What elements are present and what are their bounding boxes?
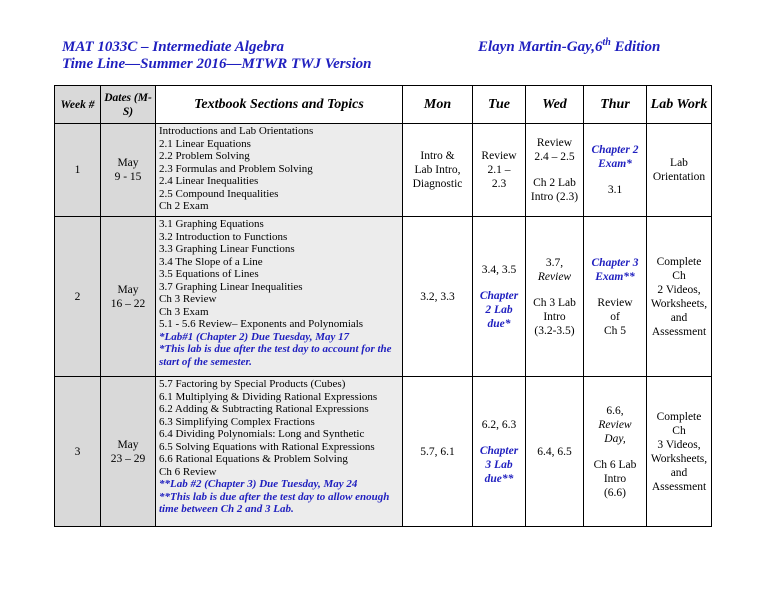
week-number: 1 xyxy=(55,124,101,217)
week-dates: May 16 – 22 xyxy=(101,217,156,377)
lab-due-label: Chapter xyxy=(479,444,519,457)
col-mon: Mon xyxy=(403,86,473,124)
thur-cell: Chapter 2 Exam* 3.1 xyxy=(584,124,647,217)
week-number: 3 xyxy=(55,377,101,527)
col-thur: Thur xyxy=(584,86,647,124)
exam-label: Chapter 2 xyxy=(591,144,639,156)
col-lab: Lab Work xyxy=(647,86,712,124)
course-title: MAT 1033C – Intermediate Algebra xyxy=(62,39,284,55)
thur-cell: 6.6, Review Day, Ch 6 Lab Intro (6.6) xyxy=(584,377,647,527)
col-week: Week # xyxy=(55,86,101,124)
col-dates: Dates (M-S) xyxy=(101,86,156,124)
thur-cell: Chapter 3 Exam** Review of Ch 5 xyxy=(584,217,647,377)
week-topics: 5.7 Factoring by Special Products (Cubes) 6.1 Multiplying & Dividing Rational Expressions 6.2 Adding & Subtracting Rational Expressions 6.3 Simplifying Complex Fractions 6.4 Dividing Polynomials: Long and Synthetic 6.5 Solving Equations with Rational Expressions 6.6 Rational Equations & Problem Solving Ch 6 Review **Lab #2 (Chapter 3) Due Tuesday, May 24 **This lab is due after the test day to allow enough time between Ch 2 and 3 Lab. xyxy=(156,377,403,527)
edition-superscript: th xyxy=(602,37,611,48)
week-dates: May 9 - 15 xyxy=(101,124,156,217)
table-row xyxy=(55,377,712,527)
wed-cell: 3.7, Review Ch 3 Lab Intro (3.2-3.5) xyxy=(526,217,584,377)
exam-label: Chapter 3 xyxy=(591,256,639,269)
col-tue: Tue xyxy=(473,86,526,124)
lab-due-note: *Lab#1 (Chapter 2) Due Tuesday, May 17 xyxy=(159,330,350,343)
tue-cell: Review 2.1 – 2.3 xyxy=(473,124,526,217)
lab-due-note: **Lab #2 (Chapter 3) Due Tuesday, May 24 xyxy=(159,478,358,490)
week-topics: Introductions and Lab Orientations 2.1 Linear Equations 2.2 Problem Solving 2.3 Formulas and Problem Solving 2.4 Linear Inequalities 2.5 Compound Inequalities Ch 2 Exam xyxy=(156,124,403,217)
tue-cell: 6.2, 6.3 Chapter 3 Lab due** xyxy=(473,377,526,527)
lab-cell: Lab Orientation xyxy=(647,124,712,217)
mon-cell: Intro & Lab Intro, Diagnostic xyxy=(403,124,473,217)
week-dates: May 23 – 29 xyxy=(101,377,156,527)
col-topics: Textbook Sections and Topics xyxy=(156,86,403,124)
lab-cell: Complete Ch 3 Videos, Worksheets, and Assessment xyxy=(647,377,712,527)
lab-due-explanation: *This lab is due after the test day to account for the start of the semester. xyxy=(159,343,392,368)
lab-due-explanation: **This lab is due after the test day to allow enough time between Ch 2 and 3 Lab. xyxy=(159,490,390,515)
table-header-row xyxy=(55,86,712,124)
lab-due-label: Chapter xyxy=(479,289,519,302)
edition-label: Edition xyxy=(610,39,661,55)
mon-cell: 5.7, 6.1 xyxy=(403,377,473,527)
schedule-table xyxy=(54,85,712,527)
table-row xyxy=(55,124,712,217)
week-topics: 3.1 Graphing Equations 3.2 Introduction to Functions 3.3 Graphing Linear Functions 3.4 The Slope of a Line 3.5 Equations of Lines 3.7 Graphing Linear Inequalities Ch 3 Review Ch 3 Exam 5.1 - 5.6 Review– Exponents and Polynomials *Lab#1 (Chapter 2) Due Tuesday, May 17 *This lab is due after the test day to account for the start of the semester. xyxy=(156,217,403,377)
lab-cell: Complete Ch 2 Videos, Worksheets, and Assessment xyxy=(647,217,712,377)
author-name: Elayn Martin-Gay,6 xyxy=(478,39,603,55)
mon-cell: 3.2, 3.3 xyxy=(403,217,473,377)
tue-cell: 3.4, 3.5 Chapter 2 Lab due* xyxy=(473,217,526,377)
wed-cell: 6.4, 6.5 xyxy=(526,377,584,527)
timeline-title: Time Line—Summer 2016—MTWR TWJ Version xyxy=(62,56,372,72)
wed-cell: Review 2.4 – 2.5 Ch 2 Lab Intro (2.3) xyxy=(526,124,584,217)
author-edition xyxy=(478,38,660,56)
table-row xyxy=(55,217,712,377)
week-number: 2 xyxy=(55,217,101,377)
col-wed: Wed xyxy=(526,86,584,124)
